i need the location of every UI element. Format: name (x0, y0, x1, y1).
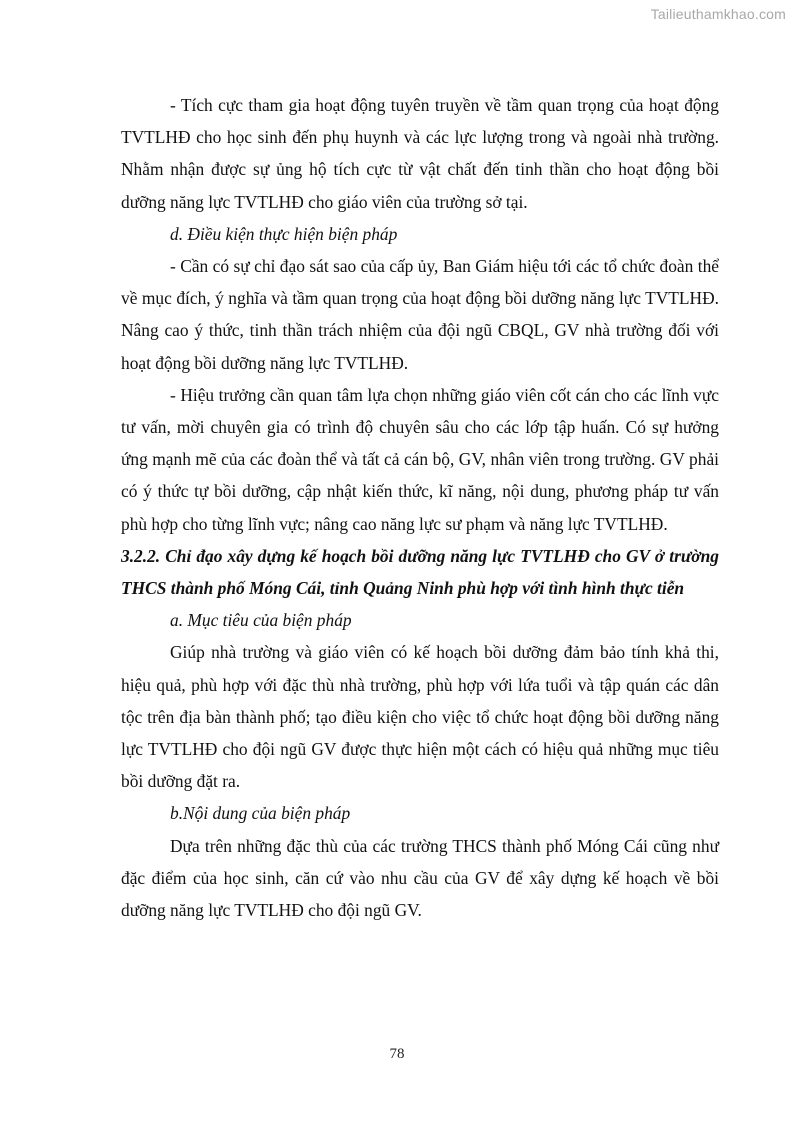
paragraph-content: Dựa trên những đặc thù của các trường THCS thành phố Móng Cái cũng như đặc điểm của học sinh, căn cứ vào nhu cầu của GV để xây dựng kế hoạch về bồi dưỡng năng lực TVTLHĐ cho đội ngũ GV. (121, 835, 719, 921)
subheading-conditions: d. Điều kiện thực hiện biện pháp (170, 223, 398, 244)
paragraph-propaganda: - Tích cực tham gia hoạt động tuyên truyền về tầm quan trọng của hoạt động TVTLHĐ cho học sinh đến phụ huynh và các lực lượng trong và ngoài nhà trường. Nhằm nhận được sự ủng hộ tích cực từ vật chất đến tinh thần cho hoạt động bồi dưỡng năng lực TVTLHĐ cho giáo viên của trường sở tại. (121, 95, 719, 212)
subheading-objectives: a. Mục tiêu của biện pháp (170, 610, 352, 631)
subheading-content: b.Nội dung của biện pháp (170, 803, 351, 824)
paragraph-principal: - Hiệu trưởng cần quan tâm lựa chọn những giáo viên cốt cán cho các lĩnh vực tư vấn, mời chuyên gia có trình độ chuyên sâu cho các lớp tập huấn. Có sự hưởng ứng mạnh mẽ của các đoàn thể và tất cả cán bộ, GV, nhân viên trong trường. GV phải có ý thức tự bồi dưỡng, cập nhật kiến thức, kĩ năng, nội dung, phương pháp tư vấn phù hợp cho từng lĩnh vực; nâng cao năng lực sư phạm và năng lực TVTLHĐ. (121, 384, 719, 534)
paragraph-direction: - Cần có sự chỉ đạo sát sao của cấp ủy, Ban Giám hiệu tới các tổ chức đoàn thể về mục đích, ý nghĩa và tầm quan trọng của hoạt động bồi dưỡng năng lực TVTLHĐ. Nâng cao ý thức, tinh thần trách nhiệm của đội ngũ CBQL, GV nhà trường đối với hoạt động bồi dưỡng năng lực TVTLHĐ. (121, 256, 719, 373)
page-number: 78 (389, 1046, 405, 1062)
watermark-text: Tailieuthamkhao.com (650, 6, 786, 22)
paragraph-objectives: Giúp nhà trường và giáo viên có kế hoạch bồi dưỡng đảm bảo tính khả thi, hiệu quả, phù hợp với đặc thù nhà trường, phù hợp với lứa tuổi và tập quán các dân tộc trên địa bàn thành phố; tạo điều kiện cho việc tổ chức hoạt động bồi dưỡng năng lực TVTLHĐ cho đội ngũ GV được thực hiện một cách có hiệu quả những mục tiêu bồi dưỡng đặt ra. (121, 642, 719, 792)
section-heading-3-2-2: 3.2.2. Chỉ đạo xây dựng kế hoạch bồi dưỡng năng lực TVTLHĐ cho GV ở trường THCS thành phố Móng Cái, tỉnh Quảng Ninh phù hợp với tình hình thực tiễn (121, 545, 719, 599)
document-body (121, 89, 719, 926)
